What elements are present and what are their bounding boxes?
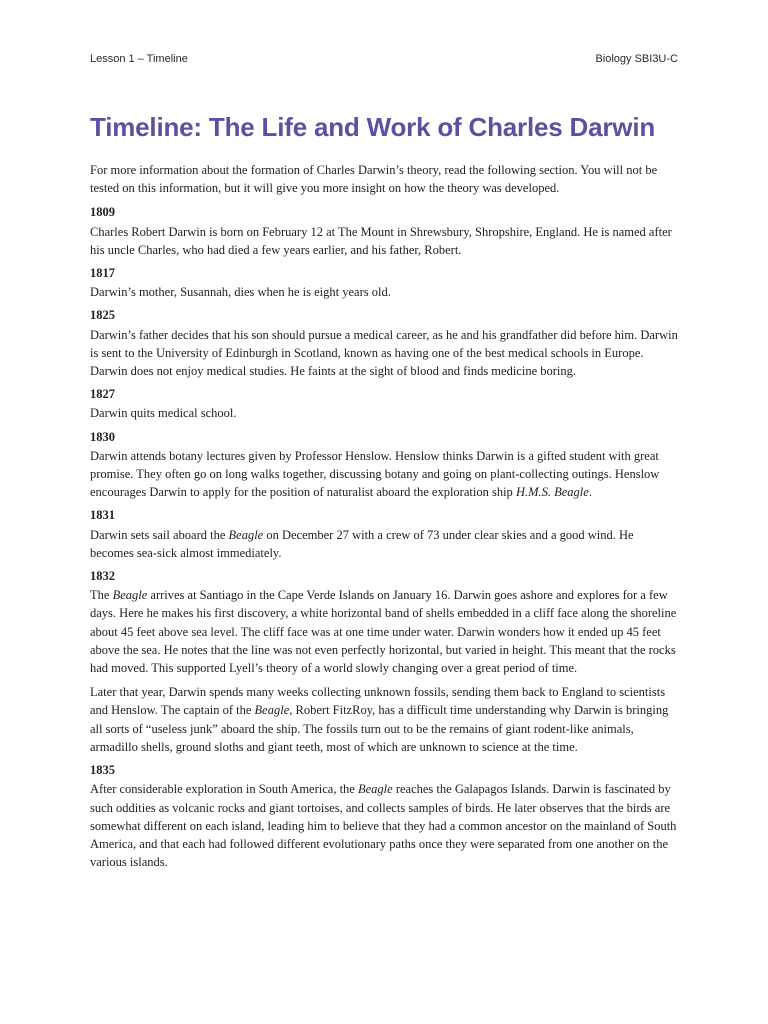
entry-year: 1831 (90, 508, 115, 523)
entry-text: Darwin’s father decides that his son should pursue a medical career, as he and his grandfather did before him. Darwin is sent to the University of Edinburgh in Scotland, known as having one of the best medical schools in Europe. Darwin does not enjoy medical studies. He faints at the sight of blood and finds medicine boring. (90, 327, 678, 379)
timeline-entry-1830 (90, 428, 680, 502)
ship-name: Beagle (228, 527, 264, 542)
entry-text: Darwin attends botany lectures given by Professor Henslow. Henslow thinks Darwin is a gifted student with great promise. They often go on long walks together, discussing botany and going on plant-collecting outings. Henslow encourages Darwin to apply for the position of naturalist aboard the exploration ship H.M.S. Beagle. (90, 448, 660, 500)
entry-text: Darwin quits medical school. (90, 406, 237, 421)
entry-text: Darwin’s mother, Susannah, dies when he is eight years old. (90, 285, 391, 300)
entry-text: Darwin sets sail aboard the Beagle on December 27 with a crew of 73 under clear skies and a good wind. He becomes sea-sick almost immediately. (90, 527, 634, 560)
document-body (90, 110, 680, 876)
ship-name: Beagle (112, 588, 148, 603)
course-label: Biology SBI3U-C (595, 53, 678, 65)
timeline-entry-1825 (90, 306, 680, 380)
timeline-entry-1827 (90, 385, 680, 422)
ship-name: Beagle (254, 703, 290, 718)
entry-text: The Beagle arrives at Santiago in the Cape Verde Islands on January 16. Darwin goes ashore and explores for a few days. Here he makes his first discovery, a white horizontal band of shells embedded in a cliff face along the shoreline about 45 feet above sea level. The cliff face was at one time under water. Darwin wonders how it ended up 45 feet above the sea. He notes that the line was not even perfectly horizontal, but varied in height. This meant that the rocks had moved. This supported Lyell’s theory of a world slowly changing over a great period of time. (90, 588, 677, 676)
entry-year: 1827 (90, 387, 115, 402)
intro-paragraph: For more information about the formation of Charles Darwin’s theory, read the following section. You will not be tested on this information, but it will give you more insight on how the theory was developed. (90, 163, 658, 196)
timeline-entry-1817 (90, 264, 680, 301)
timeline-entry-1832 (90, 567, 680, 756)
lesson-label: Lesson 1 – Timeline (90, 53, 188, 65)
page-title: Timeline: The Life and Work of Charles Darwin (90, 112, 656, 142)
timeline-entry-1831 (90, 506, 680, 562)
entry-year: 1832 (90, 569, 115, 584)
page-header (90, 53, 678, 65)
entry-year: 1835 (90, 763, 115, 778)
ship-name: H.M.S. Beagle (515, 485, 589, 500)
timeline-entry-1809 (90, 203, 680, 259)
entry-year: 1830 (90, 429, 115, 444)
timeline-entry-1835 (90, 761, 680, 871)
entry-year: 1817 (90, 266, 115, 281)
entry-year: 1825 (90, 308, 115, 323)
entry-text: Charles Robert Darwin is born on February 12 at The Mount in Shrewsbury, Shropshire, England. He is named after his uncle Charles, who had died a few years earlier, and his father, Robert. (90, 224, 672, 257)
entry-text-continued: Later that year, Darwin spends many weeks collecting unknown fossils, sending them back to England to scientists and Henslow. The captain of the Beagle, Robert FitzRoy, has a difficult time understanding why Darwin is bringing all sorts of “useless junk” aboard the ship. The fossils turn out to be the remains of giant rodent-like animals, armadillo shells, ground sloths and giant teeth, most of which are unknown to science at the time. (90, 685, 669, 754)
entry-year: 1809 (90, 205, 115, 220)
entry-text: After considerable exploration in South America, the Beagle reaches the Galapagos Islands. Darwin is fascinated by such oddities as volcanic rocks and giant tortoises, and collects samples of birds. He later observes that the birds are somewhat different on each island, leading him to believe that they had a common ancestor on the mainland of South America, and that each had followed different evolutionary paths once they were separated from one another on the various islands. (90, 782, 677, 870)
ship-name: Beagle (357, 782, 393, 797)
